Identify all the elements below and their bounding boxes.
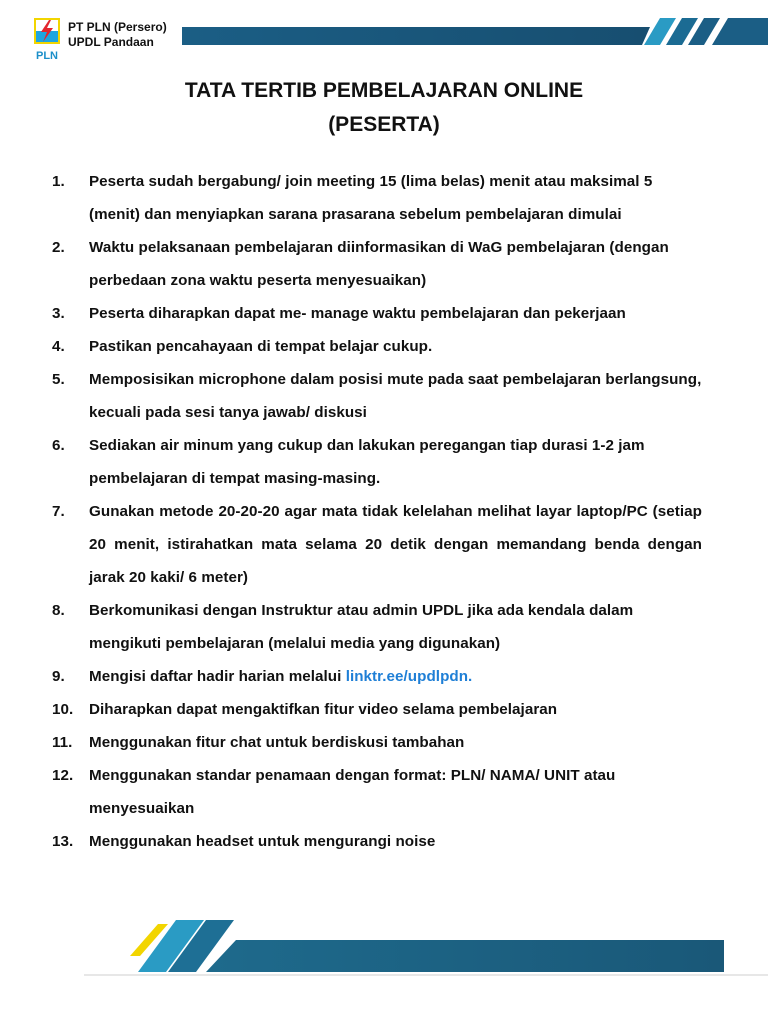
company-line-1: PT PLN (Persero) [68,20,167,34]
list-item [52,231,702,297]
item-text [89,660,702,693]
item-number: 9. [52,668,65,685]
item-text: Waktu pelaksanaan pembelajaran diinformasikan di WaG pembelajaran (dengan perbedaan zona waktu peserta menyesuaikan) [89,239,669,289]
list-item [52,660,702,693]
company-name [68,20,167,50]
item-text: Memposisikan microphone dalam posisi mute pada saat pembelajaran berlangsung, kecuali pada sesi tanya jawab/ diskusi [89,371,702,421]
item-number: 3. [52,305,65,322]
item-text: Menggunakan headset untuk mengurangi noise [89,833,436,850]
page-title [0,74,768,142]
item-number: 4. [52,338,65,355]
item-number: 5. [52,371,65,388]
item-number: 6. [52,437,65,454]
list-item [52,165,702,231]
title-line-2: (PESERTA) [328,113,440,136]
item-number: 11. [52,734,73,751]
item-text: Pastikan pencahayaan di tempat belajar cukup. [89,338,433,355]
item-text: Gunakan metode 20-20-20 agar mata tidak kelelahan melihat layar laptop/PC (setiap 20 menit, istirahatkan mata selama 20 detik dengan memandang benda dengan jarak 20 kaki/ 6 meter) [89,503,702,586]
item-text: Menggunakan standar penamaan dengan format: PLN/ NAMA/ UNIT atau menyesuaikan [89,767,616,817]
list-item [52,594,702,660]
item-text-prefix: Mengisi daftar hadir harian melalui [89,668,346,685]
attendance-link[interactable]: linktr.ee/updlpdn. [345,668,473,685]
list-item [52,495,702,594]
logo-text: PLN [36,50,58,62]
item-number: 7. [52,503,65,520]
item-text: Sediakan air minum yang cukup dan lakukan peregangan tiap durasi 1-2 jam pembelajaran di tempat masing-masing. [89,437,645,487]
footer-band [84,914,768,976]
list-item [52,759,702,825]
item-number: 13. [52,833,74,850]
item-text: Menggunakan fitur chat untuk berdiskusi tambahan [89,734,465,751]
header-band [182,18,768,48]
list-item [52,429,702,495]
title-line-1: TATA TERTIB PEMBELAJARAN ONLINE [184,79,584,102]
list-item [52,330,702,363]
item-number: 10. [52,701,74,718]
item-text: Berkomunikasi dengan Instruktur atau admin UPDL jika ada kendala dalam mengikuti pembelajaran (melalui media yang digunakan) [89,602,634,652]
rules-list [52,165,702,858]
pln-logo [28,16,66,62]
item-number: 12. [52,767,74,784]
item-text: Peserta sudah bergabung/ join meeting 15 (lima belas) menit atau maksimal 5 (menit) dan menyiapkan sarana prasarana sebelum pembelajaran dimulai [89,173,653,223]
company-line-2: UPDL Pandaan [68,35,154,49]
item-number: 8. [52,602,65,619]
list-item [52,363,702,429]
item-text: Peserta diharapkan dapat me- manage waktu pembelajaran dan pekerjaan [89,305,626,322]
item-number: 1. [52,173,65,190]
list-item [52,693,702,726]
list-item [52,297,702,330]
list-item [52,726,702,759]
item-text: Diharapkan dapat mengaktifkan fitur video selama pembelajaran [89,701,558,718]
list-item [52,825,702,858]
item-number: 2. [52,239,65,256]
